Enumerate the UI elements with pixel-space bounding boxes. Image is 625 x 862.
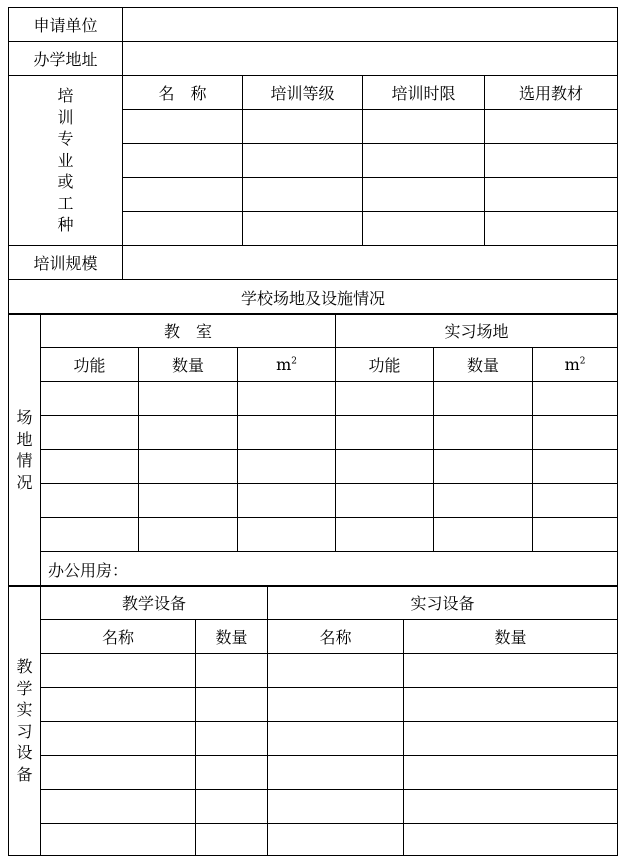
- practice-site-header: 实习场地: [336, 314, 618, 348]
- scale-field[interactable]: [123, 246, 618, 280]
- majors-cell[interactable]: [363, 144, 485, 178]
- majors-cell[interactable]: [123, 144, 243, 178]
- site-cell[interactable]: [336, 382, 434, 416]
- teaching-equipment-header: 教学设备: [41, 586, 268, 620]
- site-cell[interactable]: [238, 416, 336, 450]
- equipment-cell[interactable]: [196, 688, 268, 722]
- majors-cell[interactable]: [485, 178, 618, 212]
- equipment-cell[interactable]: [196, 654, 268, 688]
- majors-cell[interactable]: [485, 110, 618, 144]
- address-field[interactable]: [123, 42, 618, 76]
- practice-name-header: 名称: [268, 620, 404, 654]
- majors-cell[interactable]: [243, 178, 363, 212]
- site-cell[interactable]: [238, 518, 336, 552]
- site-cell[interactable]: [434, 416, 533, 450]
- classroom-header: 教 室: [41, 314, 336, 348]
- site-cell[interactable]: [533, 518, 618, 552]
- practice-quantity-header: 数量: [404, 620, 618, 654]
- site-cell[interactable]: [139, 484, 238, 518]
- majors-side-label: 培 训 专 业 或 工 种: [9, 76, 123, 246]
- site-cell[interactable]: [139, 382, 238, 416]
- site-cell[interactable]: [533, 484, 618, 518]
- site-cell[interactable]: [336, 450, 434, 484]
- site-cell[interactable]: [139, 518, 238, 552]
- majors-cell[interactable]: [363, 178, 485, 212]
- equipment-cell[interactable]: [41, 654, 196, 688]
- majors-header-name: 名 称: [123, 76, 243, 110]
- equipment-cell[interactable]: [196, 756, 268, 790]
- site-cell[interactable]: [434, 484, 533, 518]
- majors-cell[interactable]: [243, 212, 363, 246]
- site-cell[interactable]: [336, 416, 434, 450]
- site-cell[interactable]: [238, 484, 336, 518]
- equipment-cell[interactable]: [404, 688, 618, 722]
- equipment-cell[interactable]: [196, 790, 268, 824]
- equipment-cell[interactable]: [404, 790, 618, 824]
- site-cell[interactable]: [434, 518, 533, 552]
- majors-cell[interactable]: [243, 110, 363, 144]
- applicant-field[interactable]: [123, 8, 618, 42]
- practice-equipment-header: 实习设备: [268, 586, 618, 620]
- equipment-cell[interactable]: [268, 688, 404, 722]
- applicant-label: 申请单位: [9, 8, 123, 42]
- equipment-cell[interactable]: [41, 756, 196, 790]
- practice-area-header: $m^2$: [533, 348, 618, 382]
- classroom-area-header: $m^2$: [238, 348, 336, 382]
- site-cell[interactable]: [41, 416, 139, 450]
- equipment-cell[interactable]: [404, 654, 618, 688]
- site-cell[interactable]: [533, 416, 618, 450]
- majors-header-textbook: 选用教材: [485, 76, 618, 110]
- site-cell[interactable]: [139, 416, 238, 450]
- practice-function-header: 功能: [336, 348, 434, 382]
- site-cell[interactable]: [238, 450, 336, 484]
- site-cell[interactable]: [336, 518, 434, 552]
- site-conditions-section: [8, 313, 618, 587]
- equipment-cell[interactable]: [196, 824, 268, 856]
- majors-cell[interactable]: [123, 212, 243, 246]
- equipment-section: [8, 585, 618, 856]
- teaching-quantity-header: 数量: [196, 620, 268, 654]
- majors-cell[interactable]: [243, 144, 363, 178]
- office-space-field[interactable]: 办公用房：: [41, 552, 618, 587]
- site-cell[interactable]: [434, 450, 533, 484]
- majors-cell[interactable]: [485, 144, 618, 178]
- equipment-cell[interactable]: [268, 790, 404, 824]
- equipment-cell[interactable]: [268, 824, 404, 856]
- form-top-section: [8, 7, 618, 315]
- site-cell[interactable]: [41, 382, 139, 416]
- majors-header-duration: 培训时限: [363, 76, 485, 110]
- practice-quantity-header: 数量: [434, 348, 533, 382]
- equipment-cell[interactable]: [404, 824, 618, 856]
- equipment-cell[interactable]: [41, 722, 196, 756]
- majors-cell[interactable]: [123, 110, 243, 144]
- address-label: 办学地址: [9, 42, 123, 76]
- site-cell[interactable]: [533, 382, 618, 416]
- majors-cell[interactable]: [485, 212, 618, 246]
- equipment-cell[interactable]: [268, 654, 404, 688]
- majors-cell[interactable]: [123, 178, 243, 212]
- equipment-cell[interactable]: [404, 756, 618, 790]
- majors-header-level: 培训等级: [243, 76, 363, 110]
- site-cell[interactable]: [139, 450, 238, 484]
- equipment-cell[interactable]: [41, 824, 196, 856]
- scale-label: 培训规模: [9, 246, 123, 280]
- site-cell[interactable]: [434, 382, 533, 416]
- site-cell[interactable]: [41, 518, 139, 552]
- site-cell[interactable]: [41, 484, 139, 518]
- majors-cell[interactable]: [363, 110, 485, 144]
- majors-cell[interactable]: [363, 212, 485, 246]
- equipment-cell[interactable]: [268, 756, 404, 790]
- teaching-name-header: 名称: [41, 620, 196, 654]
- equipment-side-label: 教 学 实 习 设 备: [9, 586, 41, 856]
- equipment-cell[interactable]: [404, 722, 618, 756]
- site-cell[interactable]: [41, 450, 139, 484]
- classroom-quantity-header: 数量: [139, 348, 238, 382]
- site-cell[interactable]: [533, 450, 618, 484]
- site-cell[interactable]: [238, 382, 336, 416]
- facilities-section-title: 学校场地及设施情况: [9, 280, 618, 315]
- site-cell[interactable]: [336, 484, 434, 518]
- equipment-cell[interactable]: [268, 722, 404, 756]
- equipment-cell[interactable]: [41, 790, 196, 824]
- site-side-label: 场 地 情 况: [9, 314, 41, 587]
- equipment-cell[interactable]: [41, 688, 196, 722]
- equipment-cell[interactable]: [196, 722, 268, 756]
- classroom-function-header: 功能: [41, 348, 139, 382]
